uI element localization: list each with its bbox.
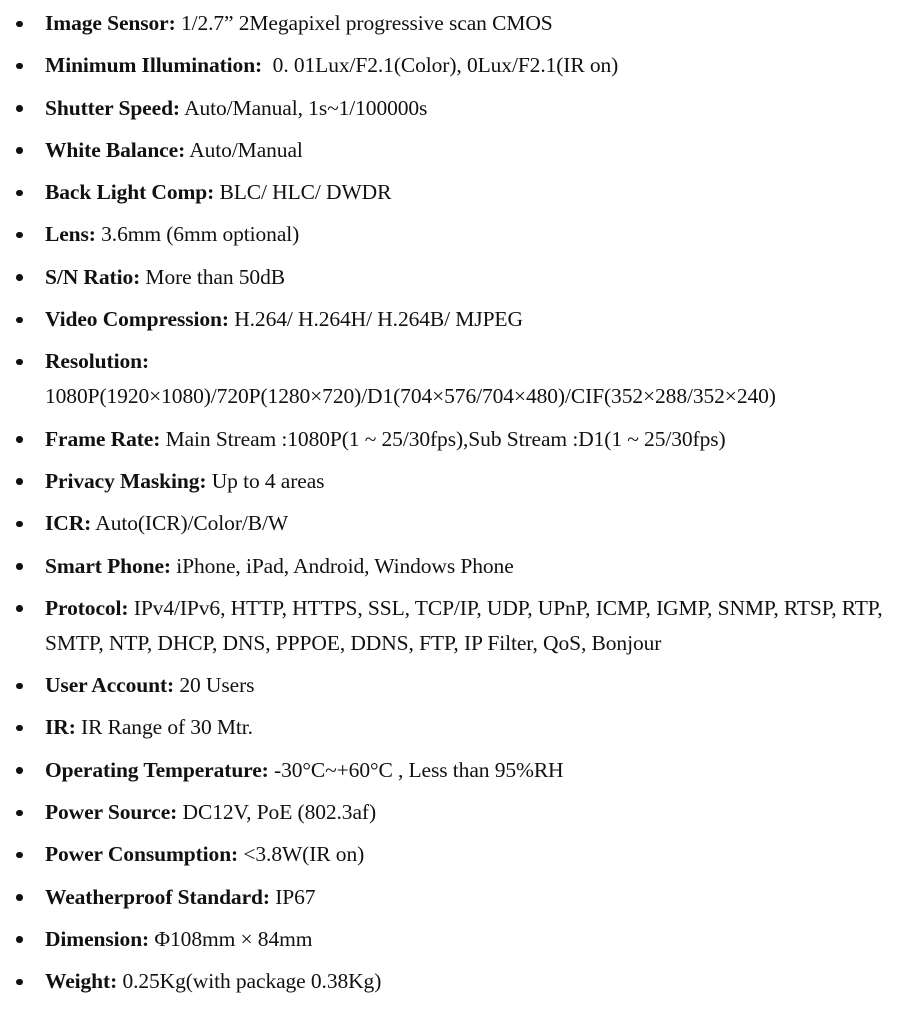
spec-label: Frame Rate: [45,426,161,451]
bullet-icon [16,521,23,528]
spec-value: 3.6mm (6mm optional) [95,222,300,247]
spec-label: Weatherproof Standard: [45,884,270,909]
spec-item-resolution [0,344,900,414]
spec-item-ir [0,710,900,745]
bullet-icon [16,810,23,817]
spec-value: Main Stream :1080P(1 ~ 25/30fps),Sub Stream :D1(1 ~ 25/30fps) [160,426,726,451]
spec-item-minimum-illumination [0,48,900,83]
spec-item-sn-ratio [0,260,900,295]
bullet-icon [16,936,23,943]
spec-label: Lens: [45,222,96,247]
spec-label: Operating Temperature: [45,757,269,782]
spec-label: ICR: [45,511,92,536]
spec-value: 0. 01Lux/F2.1(Color), 0Lux/F2.1(IR on) [262,53,619,78]
spec-item-frame-rate [0,422,900,457]
spec-label: Back Light Comp: [45,180,215,205]
spec-label: Video Compression: [45,307,229,332]
bullet-icon [16,147,23,154]
spec-item-power-source [0,795,900,830]
spec-value: -30°C~+60°C , Less than 95%RH [268,757,564,782]
spec-label: Shutter Speed: [45,95,180,120]
spec-item-icr [0,506,900,541]
spec-label: Weight: [45,969,118,994]
spec-item-operating-temperature [0,753,900,788]
spec-value: 0.25Kg(with package 0.38Kg) [117,969,382,994]
bullet-icon [16,359,23,366]
bullet-icon [16,979,23,986]
spec-item-power-consumption [0,837,900,872]
spec-item-back-light-comp [0,175,900,210]
spec-item-weight [0,964,900,999]
bullet-icon [16,725,23,732]
spec-value: Up to 4 areas [206,468,325,493]
spec-value: DC12V, PoE (802.3af) [177,800,377,825]
spec-value: IP67 [269,884,316,909]
spec-value: Φ108mm × 84mm [149,926,313,951]
bullet-icon [16,232,23,239]
spec-value: IPv4/IPv6, HTTP, HTTPS, SSL, TCP/IP, UDP, UPnP, ICMP, IGMP, SNMP, RTSP, RTP, SMTP, NTP, DHCP, DNS, PPPOE, DDNS, FTP, IP Filter, QoS, Bonjour [45,595,883,655]
spec-item-white-balance [0,133,900,168]
spec-label: Privacy Masking: [45,468,207,493]
spec-label: Image Sensor: [45,11,176,35]
spec-value: 1/2.7” 2Megapixel progressive scan CMOS [175,11,553,35]
bullet-icon [16,317,23,324]
spec-item-video-compression [0,302,900,337]
spec-value: iPhone, iPad, Android, Windows Phone [171,553,514,578]
bullet-icon [16,274,23,281]
spec-item-shutter-speed [0,91,900,126]
spec-item-image-sensor [0,6,900,41]
spec-label: Minimum Illumination: [45,53,263,78]
spec-value: More than 50dB [140,264,285,289]
spec-value: Auto(ICR)/Color/B/W [91,511,289,536]
spec-label: Protocol: [45,595,129,620]
spec-label: Power Source: [45,800,178,825]
spec-label: Power Consumption: [45,842,239,867]
spec-label: Smart Phone: [45,553,171,578]
spec-label: Resolution: [45,349,150,374]
spec-label: White Balance: [45,137,186,162]
spec-value: 20 Users [174,673,255,698]
spec-value: <3.8W(IR on) [238,842,365,867]
spec-item-protocol [0,591,900,661]
spec-label: IR: [45,715,76,740]
spec-label: Dimension: [45,926,150,951]
bullet-icon [16,852,23,859]
spec-item-smart-phone [0,549,900,584]
bullet-icon [16,21,23,28]
spec-list [0,6,900,1007]
spec-value: H.264/ H.264H/ H.264B/ MJPEG [228,307,523,332]
spec-value: 1080P(1920×1080)/720P(1280×720)/D1(704×576/704×480)/CIF(352×288/352×240) [45,384,776,409]
bullet-icon [16,190,23,197]
spec-value: Auto/Manual, 1s~1/100000s [179,95,428,120]
bullet-icon [16,478,23,485]
spec-value: BLC/ HLC/ DWDR [214,180,392,205]
bullet-icon [16,894,23,901]
spec-item-dimension [0,922,900,957]
spec-value: IR Range of 30 Mtr. [75,715,253,740]
bullet-icon [16,105,23,112]
spec-item-user-account [0,668,900,703]
spec-label: User Account: [45,673,175,698]
bullet-icon [16,683,23,690]
bullet-icon [16,767,23,774]
bullet-icon [16,63,23,70]
spec-item-lens [0,217,900,252]
spec-item-weatherproof-standard [0,880,900,915]
spec-item-privacy-masking [0,464,900,499]
spec-value: Auto/Manual [185,137,303,162]
spec-label: S/N Ratio: [45,264,141,289]
bullet-icon [16,563,23,570]
bullet-icon [16,605,23,612]
bullet-icon [16,436,23,443]
